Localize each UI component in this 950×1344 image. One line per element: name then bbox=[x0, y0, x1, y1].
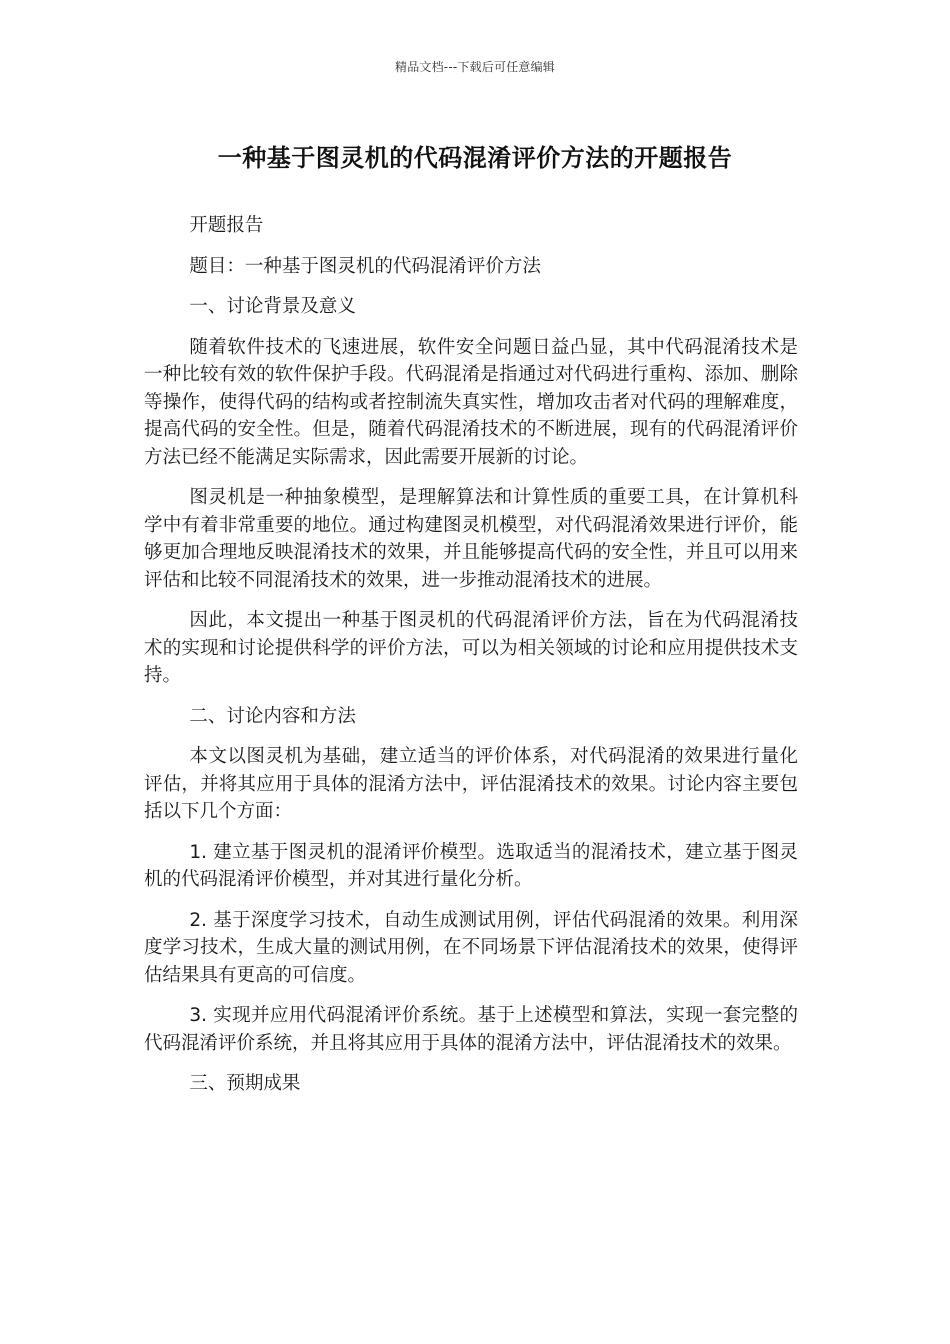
list-item-3: 3. 实现并应用代码混淆评价系统。基于上述模型和算法，实现一套完整的代码混淆评价系统，并且将其应用于具体的混淆方法中，评估混淆技术的效果。 bbox=[144, 1005, 798, 1054]
header-note: 精品文档---下载后可任意编辑 bbox=[395, 60, 555, 74]
document-title: 一种基于图灵机的代码混淆评价方法的开题报告 bbox=[217, 144, 733, 172]
paragraph-content-intro: 本文以图灵机为基础，建立适当的评价体系，对代码混淆的效果进行量化评估，并将其应用于具体的混淆方法中，评估混淆技术的效果。讨论内容主要包括以下几个方面： bbox=[144, 746, 798, 822]
list-item-2: 2. 基于深度学习技术，自动生成测试用例，评估代码混淆的效果。利用深度学习技术，生成大量的测试用例，在不同场景下评估混淆技术的效果，使得评估结果具有更高的可信度。 bbox=[144, 909, 798, 986]
document-body bbox=[144, 212, 798, 1111]
section-heading-expected-results: 三、预期成果 bbox=[189, 1073, 301, 1094]
section-heading-background: 一、讨论背景及意义 bbox=[189, 296, 356, 317]
paragraph-background-1: 随着软件技术的飞速进展，软件安全问题日益凸显，其中代码混淆技术是一种比较有效的软件保护手段。代码混淆是指通过对代码进行重构、添加、删除等操作，使得代码的结构或者控制流失真实性，增加攻击者对代码的理解难度，提高代码的安全性。但是，随着代码混淆技术的不断进展，现有的代码混淆评价方法已经不能满足实际需求，因此需要开展新的讨论。 bbox=[144, 336, 798, 468]
list-item-1: 1. 建立基于图灵机的混淆评价模型。选取适当的混淆技术，建立基于图灵机的代码混淆评价模型，并对其进行量化分析。 bbox=[144, 841, 798, 890]
paragraph-background-2: 图灵机是一种抽象模型，是理解算法和计算性质的重要工具，在计算机科学中有着非常重要的地位。通过构建图灵机模型，对代码混淆效果进行评价，能够更加合理地反映混淆技术的效果，并且能够提高代码的安全性，并且可以用来评估和比较不同混淆技术的效果，进一步推动混淆技术的进展。 bbox=[144, 487, 798, 591]
doc-type-label: 开题报告 bbox=[189, 215, 264, 236]
topic-line: 题目：一种基于图灵机的代码混淆评价方法 bbox=[189, 255, 541, 277]
paragraph-background-3: 因此，本文提出一种基于图灵机的代码混淆评价方法，旨在为代码混淆技术的实现和讨论提供科学的评价方法，可以为相关领域的讨论和应用提供技术支持。 bbox=[144, 610, 798, 686]
section-heading-content-methods: 二、讨论内容和方法 bbox=[189, 705, 356, 727]
